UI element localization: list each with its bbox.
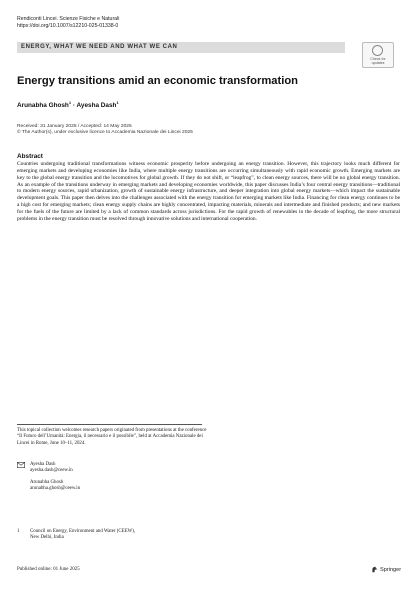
section-label: ENERGY, WHAT WE NEED AND WHAT WE CAN (21, 44, 178, 50)
author-name[interactable]: Arunabha Ghosh (17, 102, 69, 110)
author-name: Arunabha Ghosh (30, 479, 64, 485)
section-banner (17, 42, 345, 53)
publisher-logo (371, 566, 401, 573)
publication-dates (17, 124, 193, 137)
received-accepted: Received: 31 January 2025 / Accepted: 14 May 2025 (17, 124, 132, 129)
affiliation-line: Council on Energy, Environment and Water (CEEW), (30, 529, 136, 534)
copyright-line: © The Author(s), under exclusive licence to Accademia Nazionale dei Lincei 2025 (17, 130, 193, 136)
abstract-text: Countries undergoing traditional transformations witness economic prosperity before undergoing an energy transition. However, this trajectory looks much different for emerging markets and developing economies like India, where multiple energy transitions are occurring simultaneously with rapid economic growth. Emerging markets are key to the global energy transition and the locomotives for global growth. If they do not shift, or “leapfrog”, to clean energy sources, there will be no global energy transition. As an example of the transitions underway in emerging markets and developing economies worldwide, this paper discusses India’s four central energy transitions—traditional to modern energy sources, rapid urbanization, growth of sustainable energy infrastructure, and deeper integration into global energy markets—which impact the sustainable development goals. This paper then delves into the challenges associated with the energy transition for emerging markets like India. Financing for clean energy continues to be a high cost for emerging markets; clean energy supply chains are highly concentrated, impacting materials, minerals and intermediate and finished products; and new markets for the fuels of the future are limited by a lack of common standards across jurisdictions. For the rapid growth of renewables in the decade of leapfrog, the more structural problems in the energy transition must be resolved through innovative solutions and international cooperation. (17, 161, 400, 222)
journal-header (17, 16, 119, 30)
doi-link[interactable]: https://doi.org/10.1007/s12210-025-01338-0 (17, 23, 119, 29)
topical-collection-note: This topical collection welcomes research papers originated from presentations at the conference “Il Futuro dell’Umanità: Energia, il necessario e il possibile”, held at Accademia Nazionale dei Lincei in Rome, June 10–11, 2024. (17, 428, 207, 446)
envelope-icon (17, 462, 25, 471)
footnote-divider (17, 424, 202, 425)
publisher-name: Springer (380, 566, 402, 573)
author-name[interactable]: Ayesha Dash (76, 102, 117, 110)
paper-title: Energy transitions amid an economic transformation (17, 75, 298, 87)
email-link[interactable]: ayesha.dash@ceew.in (30, 468, 73, 474)
springer-horse-icon (371, 566, 378, 573)
journal-name: Rendiconti Lincei. Scienze Fisiche e Naturali (17, 16, 120, 22)
check-updates-icon (372, 45, 383, 56)
abstract-heading: Abstract (17, 153, 43, 160)
author-list: Arunabha Ghosh$^1$ · Ayesha Dash$^1$ (17, 100, 119, 110)
email-link[interactable]: arunabha.ghosh@ceew.in (30, 485, 81, 491)
affiliation-line: New Delhi, India (30, 535, 64, 541)
affiliation-number: 1 (17, 529, 20, 534)
corresponding-author-name: Ayesha Dash (30, 462, 56, 467)
published-online-date: Published online: 01 June 2025 (17, 567, 80, 572)
check-for-updates-badge[interactable]: Check for updates (362, 42, 394, 68)
